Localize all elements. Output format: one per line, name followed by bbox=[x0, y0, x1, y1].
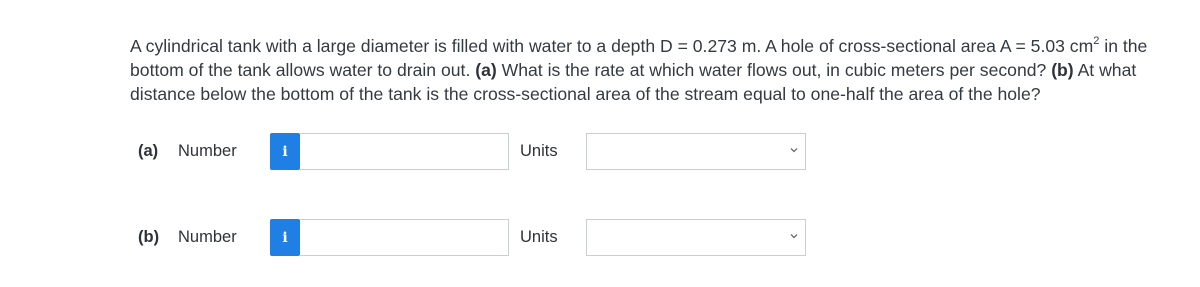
info-icon[interactable]: i bbox=[270, 133, 300, 170]
number-input-a[interactable] bbox=[300, 133, 509, 170]
part-b-question: At what distance below the bottom of the tank is the cross-sectional area of the stream equal to one-half the area of the hole? bbox=[130, 60, 1137, 104]
units-label: Units bbox=[520, 142, 558, 160]
part-label: (b) bbox=[138, 228, 160, 246]
units-label: Units bbox=[520, 228, 558, 246]
answer-row-a bbox=[138, 133, 838, 171]
problem-intro: A cylindrical tank with a large diameter is filled with water to a depth D = 0.273 m. A hole of cross-sectional area A = 5.03 cm bbox=[130, 36, 1094, 56]
number-label: Number bbox=[178, 228, 237, 246]
part-a-question: What is the rate at which water flows out, in cubic meters per second? bbox=[496, 60, 1052, 80]
problem-after-sup: in the bottom of the tank allows water to drain out. bbox=[130, 36, 1148, 80]
number-input-b[interactable] bbox=[300, 219, 509, 256]
answer-row-b bbox=[138, 219, 838, 257]
problem-statement bbox=[130, 34, 1180, 106]
units-select-b[interactable] bbox=[586, 219, 806, 256]
units-select-a[interactable] bbox=[586, 133, 806, 170]
part-label: (a) bbox=[138, 142, 159, 160]
chevron-down-icon bbox=[790, 232, 798, 240]
part-b-tag: (b) bbox=[1051, 60, 1074, 80]
part-a-tag: (a) bbox=[475, 60, 497, 80]
info-icon[interactable]: i bbox=[270, 219, 300, 256]
chevron-down-icon bbox=[790, 146, 798, 154]
number-label: Number bbox=[178, 142, 237, 160]
problem-superscript: 2 bbox=[1093, 35, 1100, 48]
